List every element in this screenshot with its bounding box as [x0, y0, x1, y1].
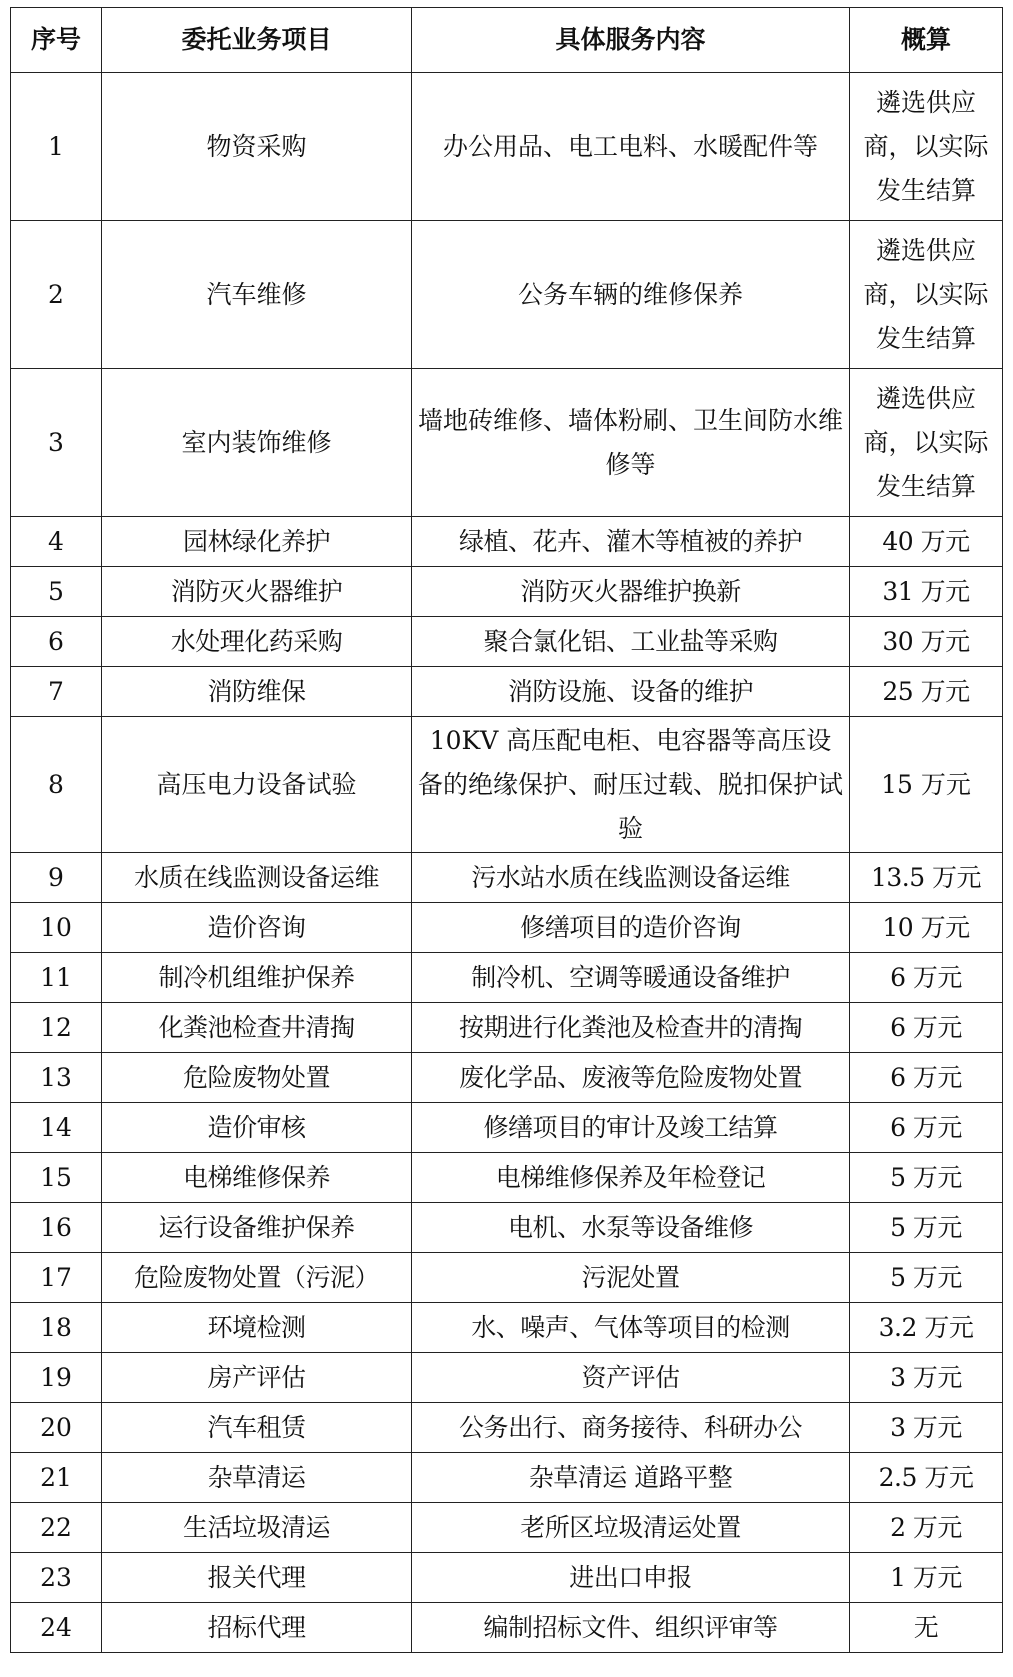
- row-estimate-cell: 5 万元: [850, 1253, 1003, 1303]
- row-estimate-cell: 遴选供应商，以实际发生结算: [850, 221, 1003, 369]
- row-content-cell: 聚合氯化铝、工业盐等采购: [412, 617, 850, 667]
- row-item-cell: 招标代理: [102, 1603, 412, 1653]
- table-row: [11, 369, 1003, 517]
- row-estimate-cell: 遴选供应商，以实际发生结算: [850, 73, 1003, 221]
- table-row: [11, 1153, 1003, 1203]
- row-estimate-cell: 13.5 万元: [850, 853, 1003, 903]
- row-content-cell: 修缮项目的审计及竣工结算: [412, 1103, 850, 1153]
- row-item-cell: 环境检测: [102, 1303, 412, 1353]
- row-item-cell: 造价审核: [102, 1103, 412, 1153]
- row-item-cell: 高压电力设备试验: [102, 717, 412, 853]
- row-estimate-cell: 3 万元: [850, 1403, 1003, 1453]
- row-content-cell: 修缮项目的造价咨询: [412, 903, 850, 953]
- table-row: [11, 1353, 1003, 1403]
- row-content-cell: 公务出行、商务接待、科研办公: [412, 1403, 850, 1453]
- row-number-cell: 15: [11, 1153, 102, 1203]
- row-number-cell: 10: [11, 903, 102, 953]
- row-number-cell: 21: [11, 1453, 102, 1503]
- table-row: [11, 1503, 1003, 1553]
- table-row: [11, 1303, 1003, 1353]
- row-item-cell: 汽车租赁: [102, 1403, 412, 1453]
- table-row: [11, 1253, 1003, 1303]
- row-estimate-cell: 6 万元: [850, 1053, 1003, 1103]
- row-number-cell: 13: [11, 1053, 102, 1103]
- table-row: [11, 1403, 1003, 1453]
- row-item-cell: 杂草清运: [102, 1453, 412, 1503]
- row-item-cell: 造价咨询: [102, 903, 412, 953]
- table-row: [11, 73, 1003, 221]
- row-content-cell: 老所区垃圾清运处置: [412, 1503, 850, 1553]
- row-item-cell: 汽车维修: [102, 221, 412, 369]
- row-estimate-cell: 40 万元: [850, 517, 1003, 567]
- row-item-cell: 电梯维修保养: [102, 1153, 412, 1203]
- table-row: [11, 517, 1003, 567]
- row-number-cell: 11: [11, 953, 102, 1003]
- row-number-cell: 19: [11, 1353, 102, 1403]
- row-content-cell: 制冷机、空调等暖通设备维护: [412, 953, 850, 1003]
- table-row: [11, 1603, 1003, 1653]
- table-row: [11, 1553, 1003, 1603]
- row-number-cell: 7: [11, 667, 102, 717]
- table-row: [11, 1053, 1003, 1103]
- row-number-cell: 5: [11, 567, 102, 617]
- table-row: [11, 903, 1003, 953]
- row-estimate-cell: 6 万元: [850, 953, 1003, 1003]
- row-number-cell: 12: [11, 1003, 102, 1053]
- row-estimate-cell: 5 万元: [850, 1153, 1003, 1203]
- row-item-cell: 危险废物处置（污泥）: [102, 1253, 412, 1303]
- row-content-cell: 进出口申报: [412, 1553, 850, 1603]
- row-item-cell: 消防灭火器维护: [102, 567, 412, 617]
- row-item-cell: 运行设备维护保养: [102, 1203, 412, 1253]
- row-item-cell: 危险废物处置: [102, 1053, 412, 1103]
- row-content-cell: 水、噪声、气体等项目的检测: [412, 1303, 850, 1353]
- row-number-cell: 24: [11, 1603, 102, 1653]
- table-row: [11, 853, 1003, 903]
- row-estimate-cell: 无: [850, 1603, 1003, 1653]
- row-number-cell: 3: [11, 369, 102, 517]
- row-number-cell: 23: [11, 1553, 102, 1603]
- row-estimate-cell: 6 万元: [850, 1103, 1003, 1153]
- table-row: [11, 221, 1003, 369]
- row-estimate-cell: 1 万元: [850, 1553, 1003, 1603]
- row-estimate-cell: 3 万元: [850, 1353, 1003, 1403]
- row-estimate-cell: 6 万元: [850, 1003, 1003, 1053]
- row-estimate-cell: 15 万元: [850, 717, 1003, 853]
- row-item-cell: 消防维保: [102, 667, 412, 717]
- row-estimate-cell: 31 万元: [850, 567, 1003, 617]
- row-item-cell: 园林绿化养护: [102, 517, 412, 567]
- row-content-cell: 墙地砖维修、墙体粉刷、卫生间防水维修等: [412, 369, 850, 517]
- row-content-cell: 编制招标文件、组织评审等: [412, 1603, 850, 1653]
- row-number-cell: 8: [11, 717, 102, 853]
- row-content-cell: 绿植、花卉、灌木等植被的养护: [412, 517, 850, 567]
- row-content-cell: 电梯维修保养及年检登记: [412, 1153, 850, 1203]
- row-number-cell: 9: [11, 853, 102, 903]
- header-no: 序号: [11, 8, 102, 73]
- row-content-cell: 资产评估: [412, 1353, 850, 1403]
- row-item-cell: 水处理化药采购: [102, 617, 412, 667]
- table-body: [11, 73, 1003, 1653]
- row-content-cell: 污水站水质在线监测设备运维: [412, 853, 850, 903]
- row-number-cell: 14: [11, 1103, 102, 1153]
- header-item: 委托业务项目: [102, 8, 412, 73]
- row-content-cell: 杂草清运 道路平整: [412, 1453, 850, 1503]
- row-estimate-cell: 25 万元: [850, 667, 1003, 717]
- row-estimate-cell: 30 万元: [850, 617, 1003, 667]
- row-content-cell: 消防设施、设备的维护: [412, 667, 850, 717]
- row-content-cell: 公务车辆的维修保养: [412, 221, 850, 369]
- row-estimate-cell: 遴选供应商，以实际发生结算: [850, 369, 1003, 517]
- table-row: [11, 1203, 1003, 1253]
- row-number-cell: 18: [11, 1303, 102, 1353]
- header-estimate: 概算: [850, 8, 1003, 73]
- row-content-cell: 办公用品、电工电料、水暖配件等: [412, 73, 850, 221]
- row-number-cell: 16: [11, 1203, 102, 1253]
- header-content: 具体服务内容: [412, 8, 850, 73]
- row-item-cell: 室内装饰维修: [102, 369, 412, 517]
- row-content-cell: 消防灭火器维护换新: [412, 567, 850, 617]
- table-row: [11, 717, 1003, 853]
- row-item-cell: 报关代理: [102, 1553, 412, 1603]
- row-number-cell: 4: [11, 517, 102, 567]
- table-row: [11, 1103, 1003, 1153]
- table-row: [11, 617, 1003, 667]
- row-content-cell: 10KV 高压配电柜、电容器等高压设备的绝缘保护、耐压过载、脱扣保护试验: [412, 717, 850, 853]
- row-estimate-cell: 10 万元: [850, 903, 1003, 953]
- row-item-cell: 水质在线监测设备运维: [102, 853, 412, 903]
- header-row: [11, 8, 1003, 73]
- table-row: [11, 1003, 1003, 1053]
- row-estimate-cell: 2 万元: [850, 1503, 1003, 1553]
- table-row: [11, 567, 1003, 617]
- row-number-cell: 2: [11, 221, 102, 369]
- row-item-cell: 制冷机组维护保养: [102, 953, 412, 1003]
- row-estimate-cell: 2.5 万元: [850, 1453, 1003, 1503]
- row-estimate-cell: 3.2 万元: [850, 1303, 1003, 1353]
- table-row: [11, 667, 1003, 717]
- service-table: [10, 7, 1003, 1653]
- row-number-cell: 20: [11, 1403, 102, 1453]
- table-row: [11, 953, 1003, 1003]
- row-number-cell: 6: [11, 617, 102, 667]
- row-number-cell: 1: [11, 73, 102, 221]
- row-content-cell: 废化学品、废液等危险废物处置: [412, 1053, 850, 1103]
- row-number-cell: 17: [11, 1253, 102, 1303]
- row-item-cell: 化粪池检查井清掏: [102, 1003, 412, 1053]
- row-content-cell: 污泥处置: [412, 1253, 850, 1303]
- row-estimate-cell: 5 万元: [850, 1203, 1003, 1253]
- row-item-cell: 物资采购: [102, 73, 412, 221]
- row-content-cell: 按期进行化粪池及检查井的清掏: [412, 1003, 850, 1053]
- row-content-cell: 电机、水泵等设备维修: [412, 1203, 850, 1253]
- row-item-cell: 房产评估: [102, 1353, 412, 1403]
- row-item-cell: 生活垃圾清运: [102, 1503, 412, 1553]
- row-number-cell: 22: [11, 1503, 102, 1553]
- table-row: [11, 1453, 1003, 1503]
